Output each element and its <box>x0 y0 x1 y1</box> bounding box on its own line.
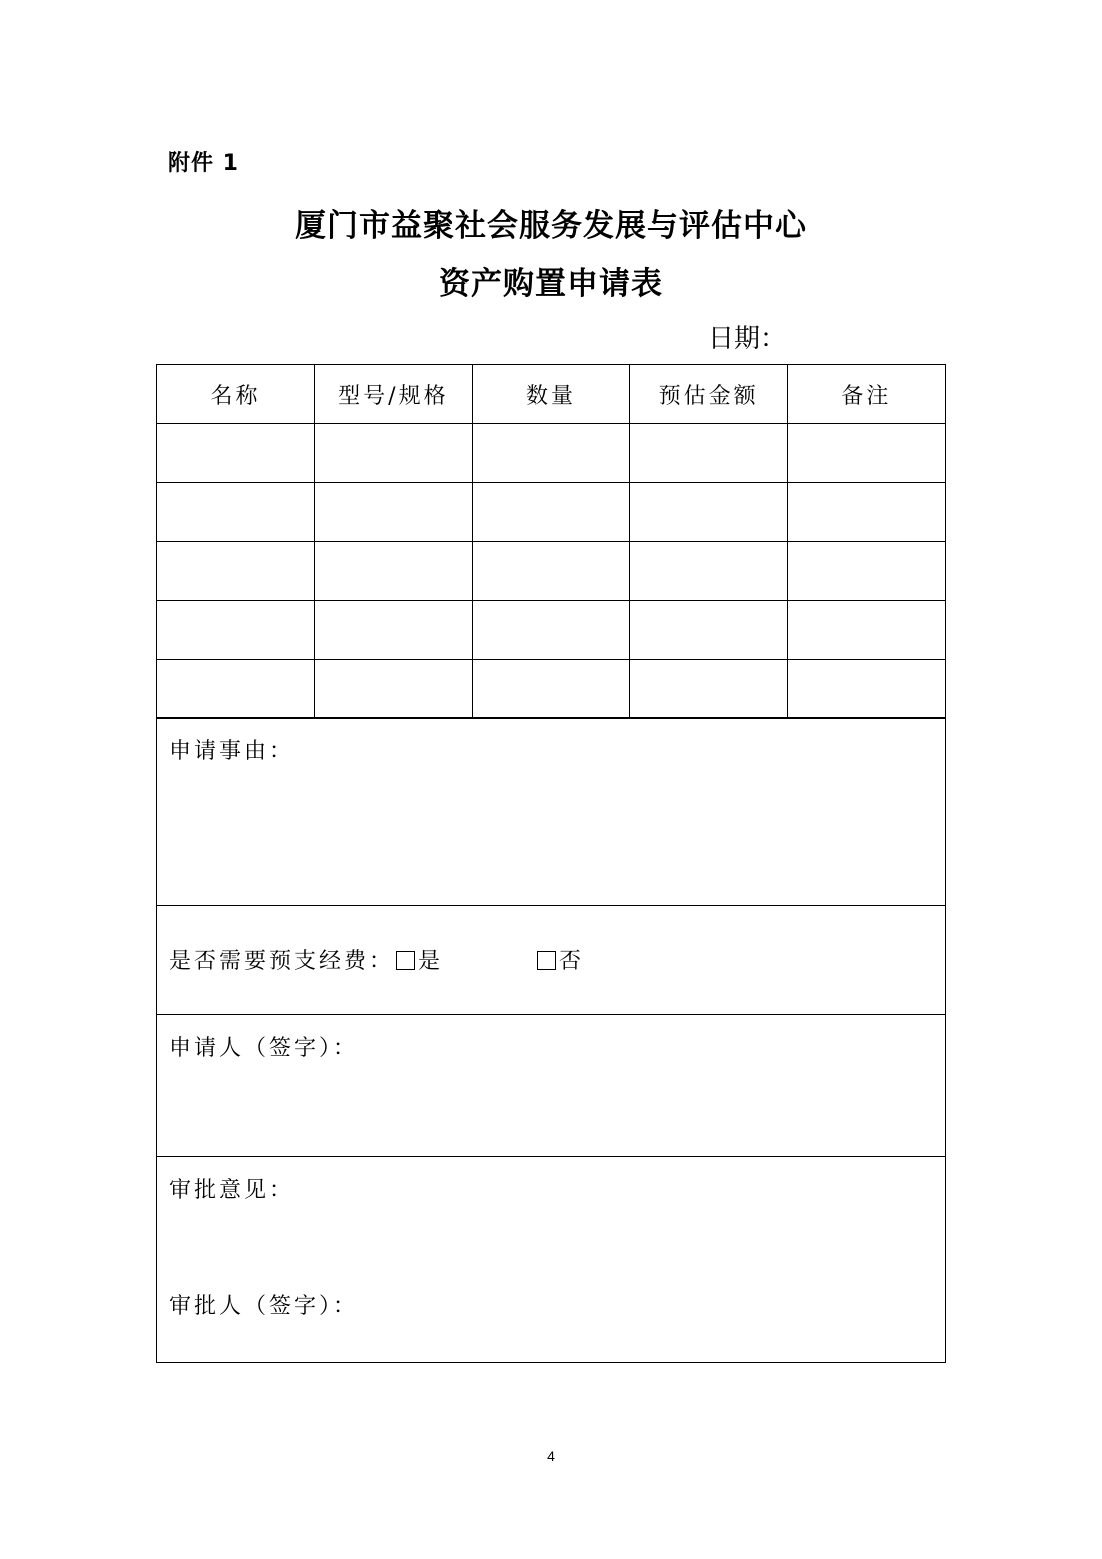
table-cell[interactable] <box>315 601 473 660</box>
header-quantity: 数量 <box>472 365 630 424</box>
option-yes[interactable] <box>394 944 443 975</box>
table-cell[interactable] <box>157 483 315 542</box>
table-row <box>157 660 945 719</box>
table-cell[interactable] <box>630 483 788 542</box>
reason-section[interactable] <box>157 717 945 905</box>
table-row <box>157 483 945 542</box>
table-cell[interactable] <box>630 542 788 601</box>
approval-section[interactable] <box>157 1156 945 1362</box>
attachment-label: 附件 1 <box>168 151 239 176</box>
table-cell[interactable] <box>630 424 788 483</box>
checkbox-yes[interactable] <box>396 951 415 970</box>
option-yes-label: 是 <box>418 949 444 974</box>
page-title: 厦门市益聚社会服务发展与评估中心 <box>295 208 807 244</box>
table-cell[interactable] <box>157 660 315 719</box>
table-row <box>157 542 945 601</box>
table-cell[interactable] <box>157 424 315 483</box>
applicant-label: 申请人（签字）： <box>169 1036 359 1061</box>
advance-funds-label: 是否需要预支经费： <box>169 949 395 974</box>
date-label: 日期： <box>708 324 787 354</box>
option-no[interactable] <box>535 944 584 975</box>
table-cell[interactable] <box>315 483 473 542</box>
table-cell[interactable] <box>787 483 945 542</box>
option-no-label: 否 <box>559 949 585 974</box>
applicant-signature-section[interactable] <box>157 1014 945 1156</box>
asset-purchase-form <box>156 364 946 1363</box>
advance-funds-row <box>169 944 584 975</box>
table-cell[interactable] <box>630 601 788 660</box>
checkbox-no[interactable] <box>537 951 556 970</box>
header-model-spec: 型号/规格 <box>315 365 473 424</box>
page-number: 4 <box>547 1448 555 1464</box>
header-remarks: 备注 <box>787 365 945 424</box>
table-cell[interactable] <box>787 660 945 719</box>
header-estimated-amount: 预估金额 <box>630 365 788 424</box>
table-cell[interactable] <box>472 424 630 483</box>
table-cell[interactable] <box>472 660 630 719</box>
table-cell[interactable] <box>315 660 473 719</box>
table-header-row <box>157 365 945 424</box>
table-cell[interactable] <box>787 601 945 660</box>
form-title: 资产购置申请表 <box>439 266 663 302</box>
table-cell[interactable] <box>472 542 630 601</box>
table-cell[interactable] <box>787 542 945 601</box>
table-cell[interactable] <box>472 483 630 542</box>
approver-label: 审批人（签字）： <box>169 1294 359 1319</box>
advance-funds-section <box>157 905 945 1014</box>
table-cell[interactable] <box>157 542 315 601</box>
items-table <box>157 365 945 719</box>
table-cell[interactable] <box>787 424 945 483</box>
approval-opinion-label: 审批意见： <box>169 1178 295 1203</box>
header-name: 名称 <box>157 365 315 424</box>
table-cell[interactable] <box>315 424 473 483</box>
table-cell[interactable] <box>630 660 788 719</box>
table-cell[interactable] <box>472 601 630 660</box>
table-row <box>157 424 945 483</box>
reason-label: 申请事由： <box>169 739 295 764</box>
table-cell[interactable] <box>315 542 473 601</box>
table-cell[interactable] <box>157 601 315 660</box>
table-row <box>157 601 945 660</box>
